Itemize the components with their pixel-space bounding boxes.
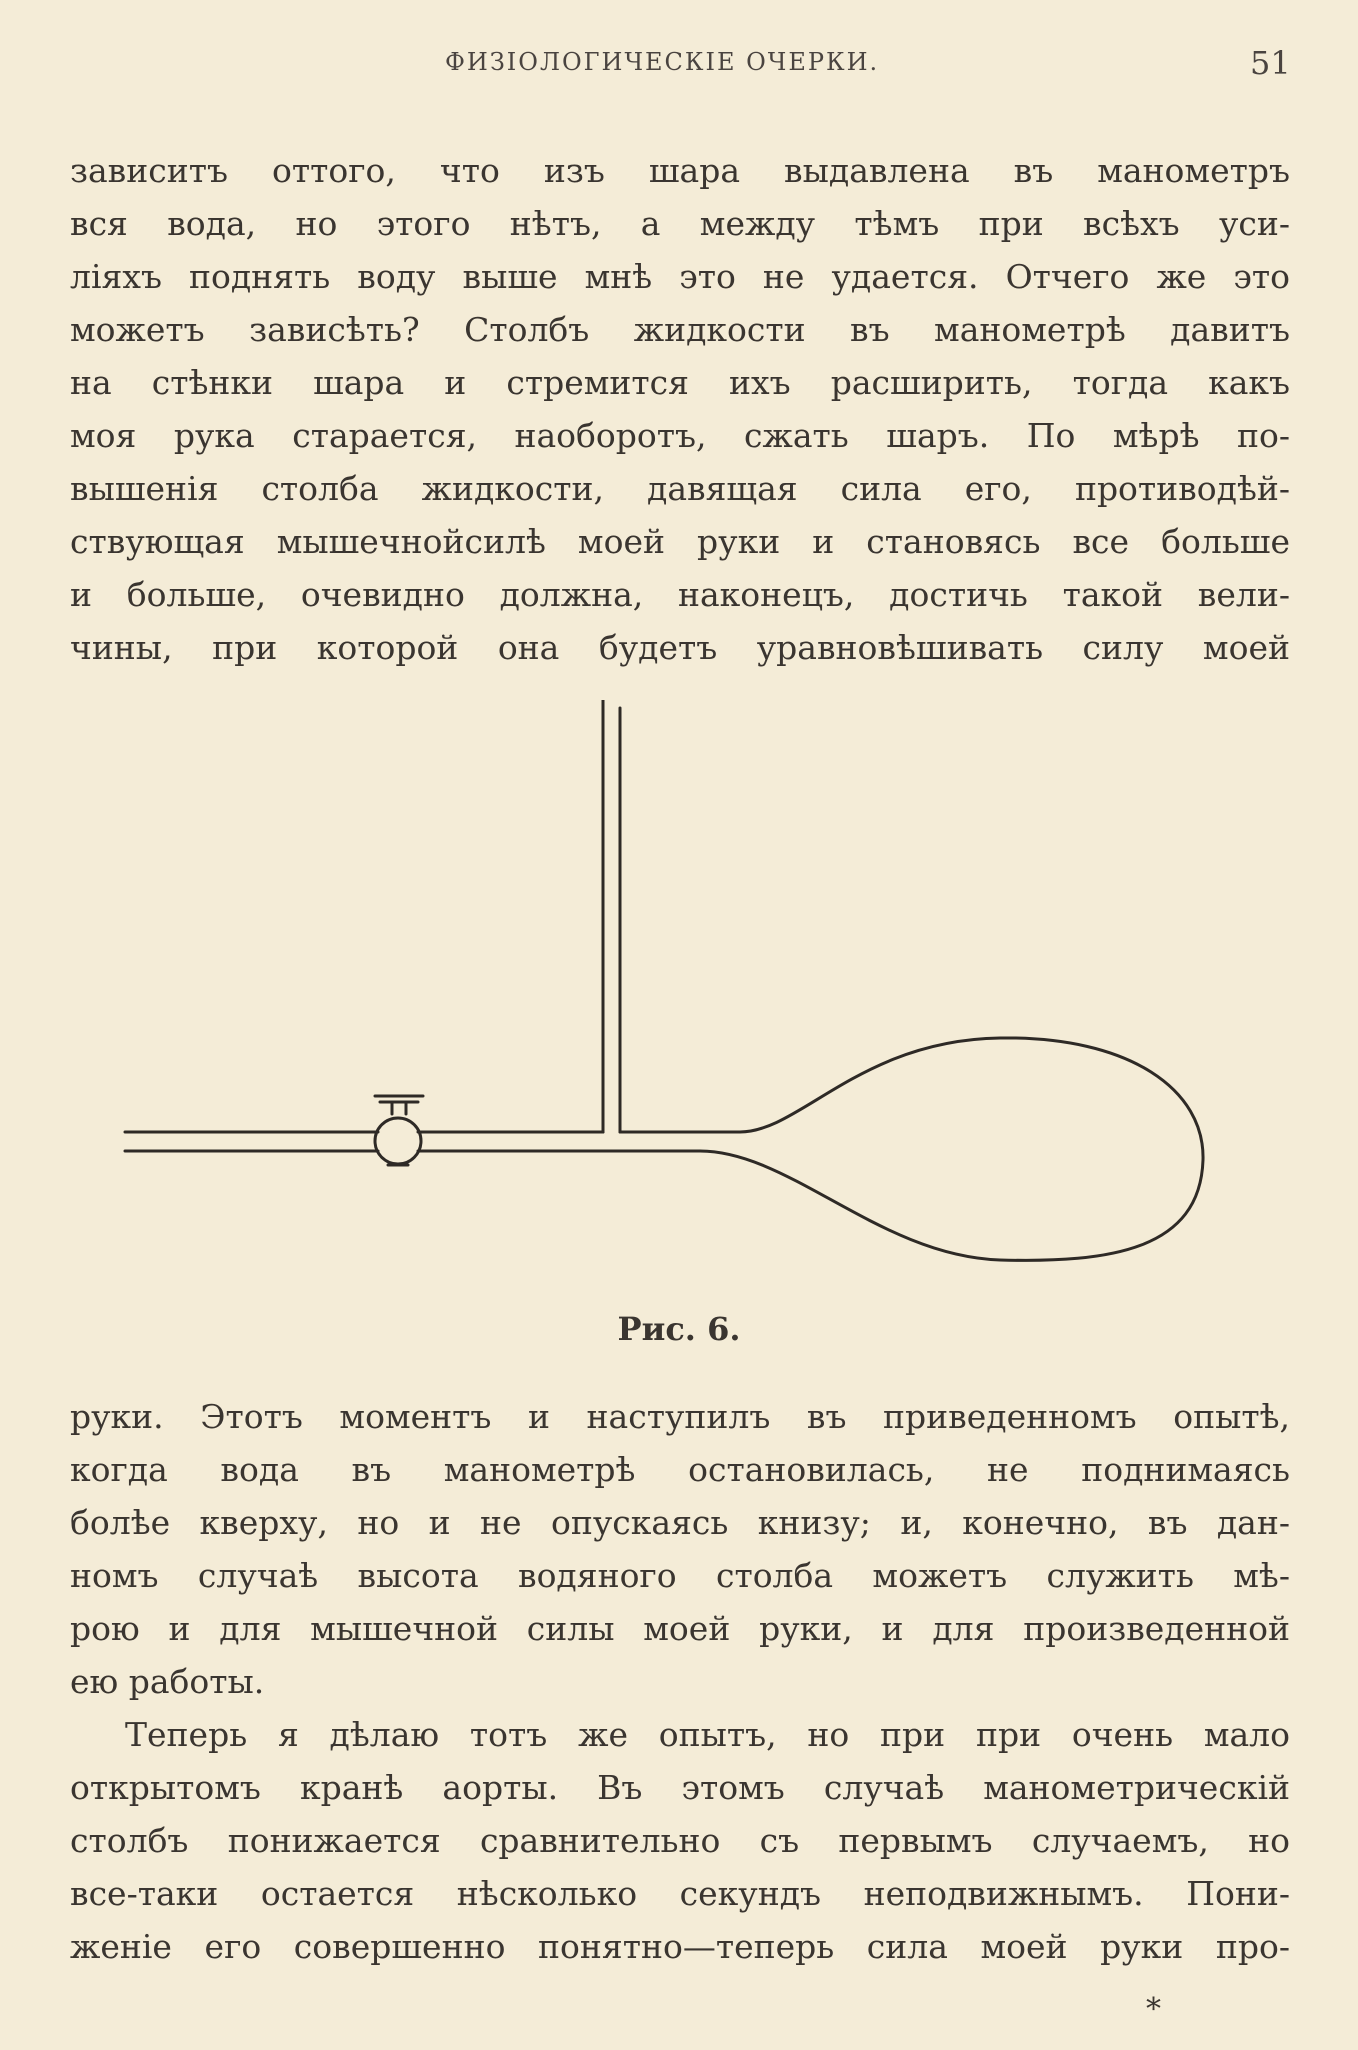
text-line: открытомъ кранѣ аорты. Въ этомъ случаѣ манометрическiй [70,1768,1290,1807]
text-line: ствующая мышечнойсилѣ моей руки и становясь все больше [70,522,1290,561]
figure-6 [0,700,1358,1350]
text-line: на стѣнки шара и стремится ихъ расширить, тогда какъ [70,363,1290,402]
text-line: вся вода, но этого нѣтъ, а между тѣмъ при всѣхъ уси- [70,204,1290,243]
rubber-bulb [620,1038,1203,1260]
text-line: зависитъ оттого, что изъ шара выдавлена въ манометръ [70,151,1290,190]
text-line: рою и для мышечной силы моей руки, и для произведенной [70,1609,1290,1648]
text-line: все-таки остается нѣсколько секундъ неподвижнымъ. Пони- [70,1874,1290,1913]
running-title: ФИЗIОЛОГИЧЕСКIЕ ОЧЕРКИ. [445,48,880,76]
text-line: Теперь я дѣлаю тотъ же опытъ, но при при очень мало [125,1715,1290,1754]
page-number: 51 [1250,44,1291,82]
text-line: моя рука старается, наоборотъ, сжать шаръ. По мѣрѣ по- [70,416,1290,455]
text-line: столбъ понижается сравнительно съ первымъ случаемъ, но [70,1821,1290,1860]
paragraph-1 [70,144,1290,674]
text-line: вышенiя столба жидкости, давящая сила его, противодѣй- [70,469,1290,508]
text-line: болѣе кверху, но и не опускаясь книзу; и, конечно, въ дан- [70,1503,1290,1542]
text-line: чины, при которой она будетъ уравновѣшивать силу моей [70,628,1290,667]
text-line: женiе его совершенно понятно—теперь сила моей руки про- [70,1927,1290,1966]
running-head [0,44,1358,88]
text-line: руки. Этотъ моментъ и наступилъ въ приведенномъ опытѣ, [70,1397,1290,1436]
text-line: когда вода въ манометрѣ остановилась, не поднимаясь [70,1450,1290,1489]
text-line: ею работы. [70,1662,265,1701]
apparatus-diagram [0,700,1358,1350]
text-line: лiяхъ поднять воду выше мнѣ это не удается. Отчего же это [70,257,1290,296]
figure-caption: Рис. 6. [617,1310,741,1348]
text-line: и больше, очевидно должна, наконецъ, достичь такой вели- [70,575,1290,614]
paragraph-3 [70,1708,1290,1973]
stopcock-body [375,1118,421,1164]
paragraph-2 [70,1390,1290,1708]
text-line: можетъ зависѣть? Столбъ жидкости въ манометрѣ давитъ [70,310,1290,349]
signature-mark: * [1146,1992,1161,2027]
text-line: номъ случаѣ высота водяного столба можетъ служить мѣ- [70,1556,1290,1595]
